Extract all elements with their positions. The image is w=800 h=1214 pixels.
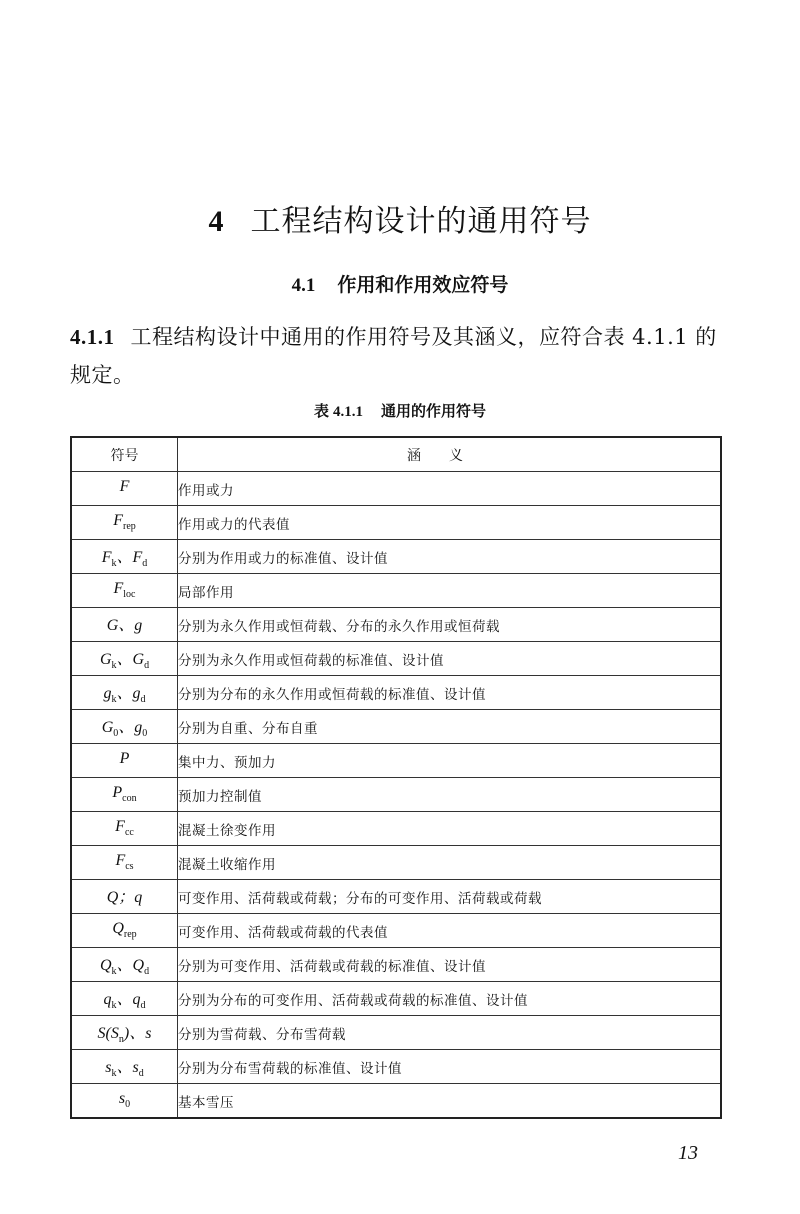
- symbol-subscript: rep: [123, 521, 136, 533]
- symbol-subscript: 0: [113, 728, 119, 740]
- symbol-subscript: k: [111, 660, 117, 672]
- table-caption: [0, 400, 800, 421]
- chapter-title-text: 工程结构设计的通用符号: [250, 204, 592, 239]
- symbol-subscript: k: [111, 694, 117, 706]
- symbol-subscript: k: [111, 966, 117, 978]
- symbol-subscript: con: [122, 793, 137, 805]
- symbol-cell: [71, 846, 178, 880]
- symbol-base: F: [113, 580, 124, 598]
- symbol-cell: [71, 982, 178, 1016]
- symbol-base: P: [119, 750, 130, 768]
- table-row: [71, 778, 721, 812]
- symbol-rest: ；q: [118, 888, 143, 906]
- symbol-cell: [71, 1050, 178, 1084]
- symbol-base: F: [115, 818, 125, 836]
- symbol-base: G: [101, 718, 114, 736]
- table-caption-title: 通用的作用符号: [381, 402, 487, 420]
- symbol-subscript: cs: [125, 861, 134, 873]
- table-row: [71, 744, 721, 778]
- meaning-cell: 集中力、预加力: [178, 744, 722, 778]
- symbol-cell: [71, 880, 178, 914]
- symbol-cell: [71, 608, 178, 642]
- symbol-base: G: [99, 650, 112, 668]
- symbol-cell: [71, 642, 178, 676]
- symbol-subscript: k: [111, 1068, 117, 1080]
- symbol-rest: 、$g_0$: [118, 718, 148, 740]
- symbol-base: P: [112, 784, 123, 802]
- table-row: [71, 1050, 721, 1084]
- section-title: [0, 270, 800, 297]
- table-row: [71, 506, 721, 540]
- symbol-base: s: [118, 1090, 126, 1108]
- symbol-base: F: [119, 478, 130, 496]
- symbol-rest: 、$G_d$: [116, 650, 150, 672]
- symbol-base: S(S: [97, 1024, 119, 1042]
- symbol-cell: [71, 1016, 178, 1050]
- clause-number: 4.1.1: [70, 325, 115, 349]
- meaning-cell: 可变作用、活荷载或荷载的代表值: [178, 914, 722, 948]
- symbol-cell: [71, 948, 178, 982]
- table-header-row: [71, 437, 721, 472]
- symbol-cell: [71, 472, 178, 506]
- symbol-base: Q: [112, 920, 124, 938]
- header-symbol: 符号: [71, 437, 178, 472]
- meaning-cell: 基本雪压: [178, 1084, 722, 1119]
- symbol-cell: [71, 744, 178, 778]
- meaning-cell: 可变作用、活荷载或荷载；分布的可变作用、活荷载或荷载: [178, 880, 722, 914]
- symbol-base: s: [105, 1058, 112, 1076]
- table-body: [71, 472, 721, 1119]
- table-row: [71, 608, 721, 642]
- symbol-base: G: [106, 616, 119, 634]
- symbol-rest: 、$q_d$: [116, 990, 146, 1012]
- symbol-base: F: [113, 512, 123, 530]
- symbol-cell: [71, 540, 178, 574]
- meaning-cell: 分别为分布的可变作用、活荷载或荷载的标准值、设计值: [178, 982, 722, 1016]
- table-row: [71, 914, 721, 948]
- symbol-subscript: k: [111, 1000, 117, 1012]
- symbol-subscript: n: [118, 1034, 124, 1046]
- header-meaning: 涵义: [178, 437, 722, 472]
- symbol-base: F: [115, 852, 126, 870]
- meaning-cell: 预加力控制值: [178, 778, 722, 812]
- symbol-subscript: loc: [123, 589, 136, 601]
- meaning-cell: 分别为雪荷载、分布雪荷载: [178, 1016, 722, 1050]
- symbol-base: Q: [99, 956, 112, 974]
- symbol-cell: [71, 574, 178, 608]
- symbol-cell: [71, 1084, 178, 1119]
- table-caption-prefix: 表: [313, 402, 329, 420]
- symbol-cell: [71, 676, 178, 710]
- meaning-cell: 局部作用: [178, 574, 722, 608]
- page-number: 13: [678, 1142, 698, 1164]
- meaning-cell: 分别为自重、分布自重: [178, 710, 722, 744]
- table-row: [71, 880, 721, 914]
- table-row: [71, 948, 721, 982]
- meaning-cell: 分别为可变作用、活荷载或荷载的标准值、设计值: [178, 948, 722, 982]
- table-row: [71, 574, 721, 608]
- meaning-cell: 混凝土徐变作用: [178, 812, 722, 846]
- symbol-rest: )、s: [123, 1024, 152, 1042]
- section-title-text: 作用和作用效应符号: [337, 274, 509, 296]
- table-row: [71, 642, 721, 676]
- symbol-rest: 、$s_d$: [116, 1058, 144, 1080]
- symbol-rest: 、$Q_d$: [116, 956, 150, 978]
- table-row: [71, 472, 721, 506]
- meaning-cell: 作用或力的代表值: [178, 506, 722, 540]
- table-row: [71, 1084, 721, 1119]
- symbol-cell: [71, 710, 178, 744]
- symbol-rest: 、$F_d$: [116, 548, 148, 570]
- meaning-cell: 分别为分布的永久作用或恒荷载的标准值、设计值: [178, 676, 722, 710]
- symbol-subscript: 0: [125, 1099, 131, 1111]
- symbol-subscript: rep: [123, 929, 137, 941]
- symbol-subscript: cc: [124, 827, 134, 839]
- clause-text: 工程结构设计中通用的作用符号及其涵义，应符合表 4.1.1 的规定。: [70, 325, 717, 387]
- clause-paragraph: [70, 318, 730, 394]
- meaning-cell: 分别为永久作用或恒荷载的标准值、设计值: [178, 642, 722, 676]
- table-row: [71, 846, 721, 880]
- table-row: [71, 710, 721, 744]
- table-row: [71, 812, 721, 846]
- symbol-base: F: [101, 548, 112, 566]
- symbol-base: Q: [106, 888, 119, 906]
- symbol-subscript: k: [111, 558, 117, 570]
- chapter-number: 4: [208, 205, 225, 238]
- table-row: [71, 1016, 721, 1050]
- symbol-cell: [71, 506, 178, 540]
- symbol-base: g: [103, 684, 112, 702]
- meaning-cell: 混凝土收缩作用: [178, 846, 722, 880]
- table-row: [71, 540, 721, 574]
- symbol-base: q: [103, 990, 112, 1008]
- meaning-cell: 分别为作用或力的标准值、设计值: [178, 540, 722, 574]
- table-row: [71, 982, 721, 1016]
- chapter-title: [0, 196, 800, 240]
- symbol-rest: 、g: [118, 616, 143, 634]
- meaning-cell: 分别为分布雪荷载的标准值、设计值: [178, 1050, 722, 1084]
- meaning-cell: 作用或力: [178, 472, 722, 506]
- table-caption-number: 4.1.1: [333, 404, 363, 420]
- section-number: 4.1: [291, 275, 316, 296]
- symbol-cell: [71, 914, 178, 948]
- table-row: [71, 676, 721, 710]
- symbols-table: [70, 436, 722, 1119]
- symbol-cell: [71, 812, 178, 846]
- symbol-cell: [71, 778, 178, 812]
- meaning-cell: 分别为永久作用或恒荷载、分布的永久作用或恒荷载: [178, 608, 722, 642]
- symbol-rest: 、$g_d$: [116, 684, 146, 706]
